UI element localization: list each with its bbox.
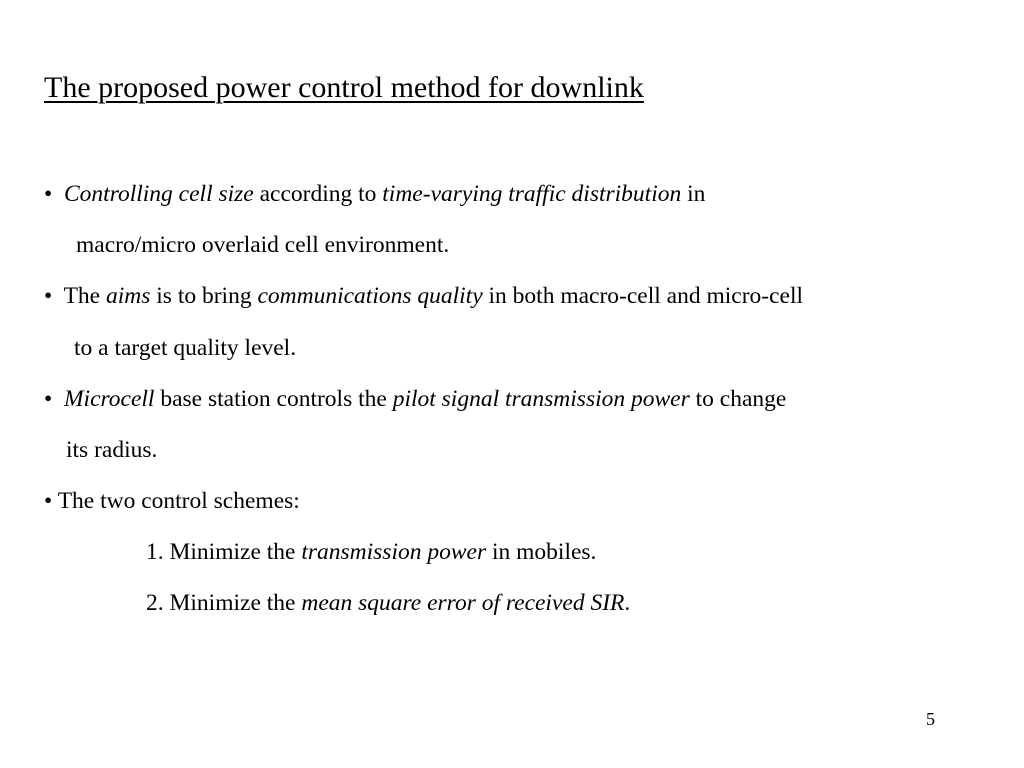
bullet-3-emphasis-3: pilot signal transmission power [392,386,690,412]
bullet-2-emphasis-4: communications quality [257,283,483,309]
bullet-4-text: The two control schemes: [57,488,300,514]
scheme-1-prefix: 1. Minimize the [146,539,302,565]
bullet-icon: • [44,488,53,514]
scheme-item-1 [146,538,596,566]
bullet-icon: • [44,283,53,309]
bullet-icon: • [44,181,53,207]
scheme-2-prefix: 2. Minimize the [146,590,302,616]
bullet-3-emphasis-1: Microcell [63,386,155,412]
bullet-2-line-1 [44,282,803,310]
bullet-2-line-2: to a target quality level. [74,335,297,361]
bullet-3-text-2: base station controls the [154,386,393,412]
bullet-1-line-1 [44,180,705,208]
scheme-1-emphasis: transmission power [301,539,487,565]
bullet-4-line-1 [44,487,300,515]
scheme-2-suffix: . [624,590,631,616]
bullet-3-line-1 [44,385,786,413]
bullet-1-emphasis-3: time-varying traffic distribution [382,181,682,207]
page-number: 5 [926,709,935,729]
bullet-2-text-5: in both macro-cell and micro-cell [482,283,804,309]
scheme-1-suffix: in mobiles. [486,539,597,565]
bullet-icon: • [44,386,53,412]
bullet-3-text-4: to change [689,386,787,412]
bullet-1-emphasis-1: Controlling cell size [63,181,254,207]
bullet-1-text-2: according to [253,181,383,207]
bullet-1-line-2: macro/micro overlaid cell environment. [76,232,450,258]
bullet-3-line-2: its radius. [66,437,158,463]
slide-title: The proposed power control method for downlink [44,71,644,104]
bullet-1-text-4: in [681,181,706,207]
scheme-2-emphasis: mean square error of received SIR [301,590,625,616]
bullet-2-text-1: The [63,283,106,309]
bullet-2-emphasis-2: aims [105,283,151,309]
scheme-item-2 [146,589,630,617]
bullet-2-text-3: is to bring [150,283,258,309]
